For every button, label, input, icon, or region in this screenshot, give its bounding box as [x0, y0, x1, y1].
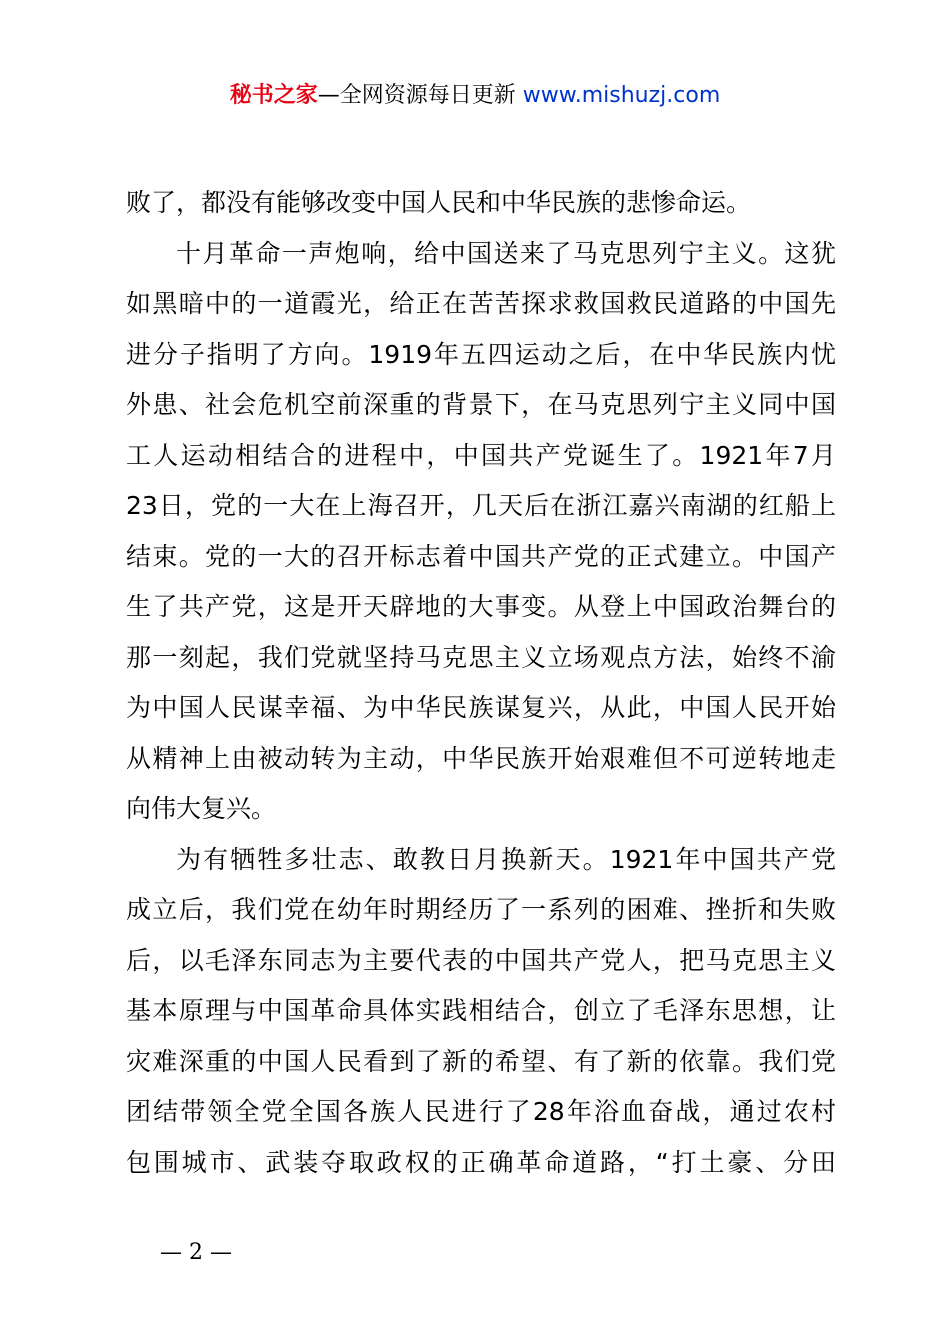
- text-line: 如黑暗中的一道霞光，给正在苦苦探求救国救民道路的中国先: [126, 289, 836, 318]
- text-line: 工人运动相结合的进程中，中国共产党诞生了。1921年7月: [126, 440, 836, 470]
- text-line: 生了共产党，这是开天辟地的大事变。从登上中国政治舞台的: [126, 592, 836, 621]
- text-line: 败了，都没有能够改变中国人民和中华民族的悲惨命运。: [126, 188, 752, 217]
- text-line: 23日，党的一大在上海召开，几天后在浙江嘉兴南湖的红船上: [126, 491, 836, 520]
- text-line: 团结带领全党全国各族人民进行了28年浴血奋战，通过农村: [126, 1097, 836, 1126]
- text-line: 包围城市、武装夺取政权的正确革命道路，“打土豪、分田: [126, 1147, 836, 1177]
- text-line: 为有牺牲多壮志、敢教日月换新天。1921年中国共产党: [176, 844, 836, 874]
- text-line: 从精神上由被动转为主动，中华民族开始艰难但不可逆转地走: [126, 743, 836, 773]
- text-line: 十月革命一声炮响，给中国送来了马克思列宁主义。这犹: [176, 238, 836, 268]
- text-line: 后，以毛泽东同志为主要代表的中国共产党人，把马克思主义: [126, 945, 836, 975]
- text-line: 外患、社会危机空前深重的背景下，在马克思列宁主义同中国: [126, 390, 836, 419]
- text-line: 成立后，我们党在幼年时期经历了一系列的困难、挫折和失败: [126, 895, 836, 924]
- text-line: 为中国人民谋幸福、为中华民族谋复兴，从此，中国人民开始: [126, 693, 836, 722]
- text-line: 基本原理与中国革命具体实践相结合，创立了毛泽东思想，让: [126, 996, 836, 1025]
- site-header: [0, 80, 950, 112]
- text-line: 那一刻起，我们党就坚持马克思主义立场观点方法，始终不渝: [126, 642, 836, 672]
- text-line: 灾难深重的中国人民看到了新的希望、有了新的依靠。我们党: [126, 1046, 836, 1076]
- text-line: 向伟大复兴。: [126, 794, 277, 823]
- site-url-link[interactable]: www.mishuzj.com: [522, 83, 721, 108]
- page-number: — 2 —: [160, 1240, 232, 1265]
- brand-name: 秘书之家: [229, 83, 318, 108]
- document-body: [126, 178, 836, 1188]
- text-line: 结束。党的一大的召开标志着中国共产党的正式建立。中国产: [126, 541, 836, 571]
- header-tagline: —全网资源每日更新: [317, 83, 523, 108]
- text-line: 进分子指明了方向。1919年五四运动之后，在中华民族内忧: [126, 339, 836, 369]
